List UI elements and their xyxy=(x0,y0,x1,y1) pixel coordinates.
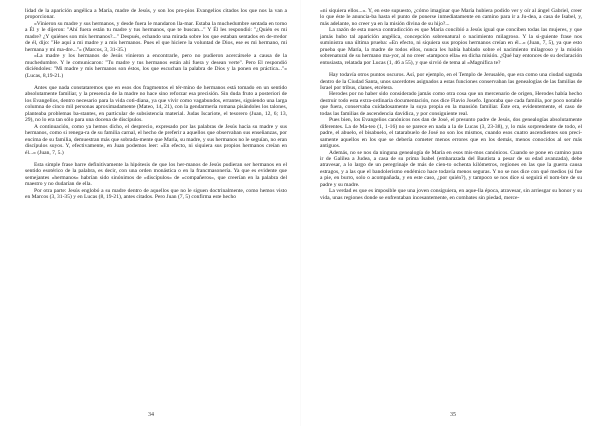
quote-paragraph: «Vinieron su madre y sus hermanos, y desde fuera le mandaron lla-mar. Estaba la muchedumbre sentada en torno a Él y le dijeron: "Ahí fuera están tu madre y tus hermanos, que te buscan..." Y Él les respondió: "¿Quién es mi madre? ¿Y quiénes son mis hermanos?..." Después, echando una mirada sobre los que estaban sentados en de-rredor de él, dijo: "He aquí a mi madre y a mis hermanos. Pues el que hiciere la voluntad de Dios, ese es mi hermano, mi hermana y mi ma-dre..."» (Marcos, 3, 31-35.) xyxy=(25,20,287,53)
paragraph: Esta simple frase barre definitivamente la hipótesis de que los her-manos de Jesús pudieran ser hermanos en el sentido esotérico de la palabra, es decir, con una orden monástica o en la francmasonería. Ya que es evidente que semejantes «hermanos» habrían sido sinónimos de «discípulos» de «compañeros», que creerían en la palabra del maestro y no dudarían de ella. xyxy=(25,161,287,188)
paragraph: Hay todavía otros puntos oscuros. Así, por ejemplo, en el Templo de Jerusalén, que era como una ciudad sagrada dentro de la Ciudad Santa, unos sacerdotes asignados a estas funciones conservaban las genealogías de las familias de Israel por tribus, clanes, etcétera. xyxy=(320,72,582,91)
page-number-left: 34 xyxy=(148,412,154,418)
quote-paragraph: «La madre y los hermanos de Jesús vinieron a encontrarle, pero no pudieron acercársele a causa de la muchedumbre. Y le comunicaron: "Tu madre y tus hermanos están ahí fuera y desean verte". Pero El respondió diciéndoles: "Mi madre y mis hermanos son éstos, los que escuchan la palabra de Dios y la ponen en práctica..."» (Lucas, 8,19-21.) xyxy=(25,53,287,79)
page-gutter xyxy=(300,0,301,426)
paragraph: Además, no se nos da ninguna genealogía de María en esos mis-mos canónicos. Cuando se pone en camino para ir de Galilea a Judea, a casa de su prima Isabel (embarazada del Bautista a pesar de su edad avanzada), debe atravesar, a lo largo de un peregrinaje de más de cien-to ochenta kilómetros, regiones en las que la guerra causa estragos, y a las que el bandolerismo endémico hace todavía menos seguras. Y no se nos dice con qué medios (si fue a pie, en burro, solo o acompañada, y en este caso, ¿por quién?), y tampoco se nos dice si seguirá el nom-bre de su padre y su madre. xyxy=(320,149,582,188)
paragraph: A continuación, como ya hemos dicho, el desprecio, expresado por las palabras de Jesús hacia su madre y sus hermanos, como si renega-ra de su familia carnal, el hecho de preferir a aquellos que observaban sus enseñanzas, por encima de su familia, demuestran más que sobrada-mente que María, su madre, y sus hermanos no le seguían, no eran discípulos suyos. Y, efectivamente, en Juan podemos leer: «En efecto, ni siquiera sus propios hermanos creían en él...» (Juan, 7, 5.) xyxy=(25,123,287,156)
paragraph: Antes que nada constataremos que en esos dos fragmentos el tér-mino de hermanos está tomado en un sentido absolutamente familiar, y la presencia de la madre no hace sino reforzar esa precisión. Sin duda fruto a posteriori de los Evangelios, dentro necesario para la vida coti-diana, ya que vivir como vagabundos, errantes, siguiendo una larga columna de cinco mil personas aproximadamente (Mateo, 14, 21), con la gendarmería romana pisándoles los talones, planteaba problemas ba-stantes, en particular de subsistencia material. Judas Iscariote, el tesorero (Juan, 12, 6; 13, 29), no lo era tan sólo para una docena de discípulos. xyxy=(25,84,287,124)
paragraph: lidad de la aparición angélica a María, madre de Jesús, y son los pro-pios Evangelios citados los que nos la van a proporcionar. xyxy=(25,8,287,21)
paragraph: Herodes por no haber sido considerado jamás como otra cosa que un mercenario de origen, Herodes había hecho destruir todo esta extra-ordinaria documentación, nos dice Flavio Josefo. Ignoraba que cada familia, por poco notable que fuera, conservaba cuidadosamente la suya propia en la mansión familiar. Éste era, evidentemente, el caso de todas las familias de ascendencia davídica, y por consiguiente real. xyxy=(320,91,582,117)
paragraph: Pues bien, los Evangelios canónicos nos dan de José, el presunto padre de Jesús, dos genealogías absolutamente diferentes. La de Ma-teo (1, 1-16) no se parece en nada a la de Lucas (3, 23-38), y, lo más sorprendente de todo, el padre, el abuelo, el bisabuelo, el tatarabuelo de José no son los mismos, cuando esos cuatro ascendientes son preci-samente aquellos en los que se debería cometer menos errores que en los demás, menos conocidos al ser más antiguos. xyxy=(320,117,582,150)
page-number-right: 35 xyxy=(450,412,456,418)
paragraph: Por otra parte: Jesús englobó a su madre dentro de aquellos que no le siguen doctrinalmente, como hemos visto en Marcos (3, 31-35) y en Lucas (8, 19-21), antes citados. Pero Juan (7, 5) confirma este hecho xyxy=(25,187,287,201)
paragraph: La verdad es que es imposible que una joven consiguiera, en aque-lla época, atravesar, sin arriesgar su honor y su vida, unas regiones donde se enfrentaban incesantemente, en combates sin piedad, merce- xyxy=(320,188,582,201)
right-page xyxy=(320,8,582,410)
paragraph: La razón de esta nueva contradicción es que María concibió a Jesús igual que conciben todas las mujeres, y que jamás hubo tal aparición angélica, concepción sobrenatural o nacimiento milagroso. Y la si-guiente frase nos suministra una última prueba: «En efecto, ni siquiera sus propios hermanos creían en él...» (Juan, 7, 5), ya que esto prueba que María, la madre de todos ellos, nunca les había hablado sobre el nacimiento milagroso y la misión sobrenatural de su hermano ma-yor, al no creer «tampoco ella» en dicha misión. ¿Qué hay entonces de su declaración entusiasta, relatada por Lucas (1, 46 a 55), y que sirvió de tema al «Magnífica te? xyxy=(320,27,582,66)
paragraph: «ni siquiera ellos...». Y, en este supuesto, ¿cómo imaginar que María hubiera podido ver y oír al ángel Gabriel, creer lo que éste le anuncia-ba hasta el punto de ponerse inmediatamente en camino para ir a Ju-dea, a casa de Isabel, y, más adelante, no creer ya en la misión divina de su hijo?... xyxy=(320,8,582,27)
left-page xyxy=(25,8,287,410)
